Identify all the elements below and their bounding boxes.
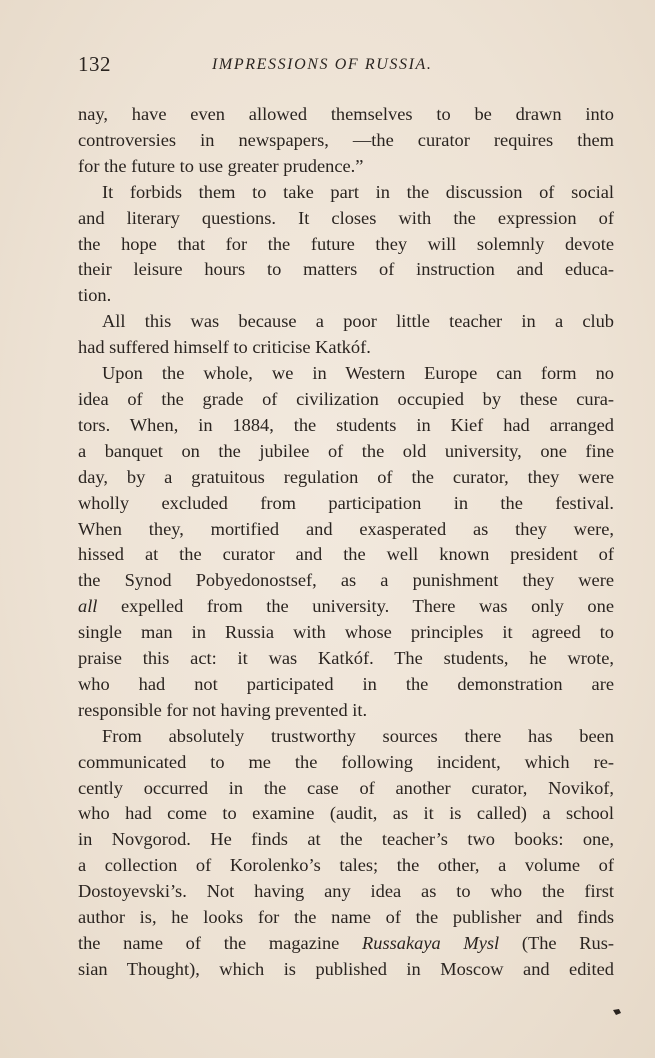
page-number: 132	[78, 52, 111, 76]
text-line: the hope that for the future they will solemnly devote	[78, 233, 614, 254]
page-header	[78, 52, 614, 82]
text-line: praise this act: it was Katkóf. The students, he wrote,	[78, 648, 614, 669]
text-line: the Synod Pobyedonostsef, as a punishment they were	[78, 570, 614, 591]
text-line: single man in Russia with whose principles it agreed to	[78, 622, 614, 643]
text-line: cently occurred in the case of another curator, Novikof,	[78, 777, 614, 798]
text-line: who had come to examine (audit, as it is called) a school	[78, 803, 614, 824]
text-line: and literary questions. It closes with the expression of	[78, 207, 614, 228]
text-line: day, by a gratuitous regulation of the curator, they were	[78, 466, 614, 487]
text-line: their leisure hours to matters of instruction and educa-	[78, 259, 614, 280]
text-line: had suffered himself to criticise Katkóf.	[78, 337, 371, 358]
text-line: responsible for not having prevented it.	[78, 699, 368, 720]
body-text	[78, 102, 614, 983]
text-line	[78, 594, 614, 620]
text-line: tors. When, in 1884, the students in Kief had arranged	[78, 414, 614, 435]
text-line: author is, he looks for the name of the publisher and finds	[78, 907, 614, 928]
text-line: wholly excluded from participation in the festival.	[78, 492, 614, 513]
text-line: sian Thought), which is published in Moscow and edited	[78, 958, 614, 979]
text-line: Dostoyevski’s. Not having any idea as to who the first	[78, 881, 614, 902]
text-line: who had not participated in the demonstration are	[78, 673, 614, 694]
text-line: a banquet on the jubilee of the old university, one fine	[78, 440, 614, 461]
magazine-title: Russakaya Mysl	[362, 933, 500, 953]
text-line: controversies in newspapers, —the curator requires them	[78, 129, 614, 150]
text-line: for the future to use greater prudence.”	[78, 155, 364, 176]
text-line: nay, have even allowed themselves to be drawn into	[78, 104, 614, 124]
text-line: in Novgorod. He finds at the teacher’s two books: one,	[78, 829, 614, 850]
text-fragment: the name of the magazine	[78, 933, 363, 953]
text-fragment: (The Rus-	[499, 933, 614, 953]
text-line: communicated to me the following incident, which re-	[78, 751, 614, 772]
text-line	[78, 931, 614, 957]
text-line: When they, mortified and exasperated as they were,	[78, 518, 614, 539]
text-line: It forbids them to take part in the discussion of social	[102, 181, 614, 202]
text-line: From absolutely trustworthy sources there has been	[102, 725, 614, 746]
running-head: IMPRESSIONS OF RUSSIA.	[212, 56, 433, 73]
text-line: Upon the whole, we in Western Europe can form no	[102, 363, 614, 384]
emphasis-all: all	[78, 596, 98, 617]
text-line: hissed at the curator and the well known president of	[78, 544, 614, 565]
text-line: tion.	[78, 285, 112, 306]
text-line: a collection of Korolenko’s tales; the other, a volume of	[78, 855, 614, 876]
text-line: All this was because a poor little teacher in a club	[102, 311, 614, 332]
ink-mark-icon	[612, 1008, 622, 1016]
text-line: idea of the grade of civilization occupied by these cura-	[78, 388, 614, 409]
text-fragment: expelled from the university. There was only one	[97, 596, 614, 617]
